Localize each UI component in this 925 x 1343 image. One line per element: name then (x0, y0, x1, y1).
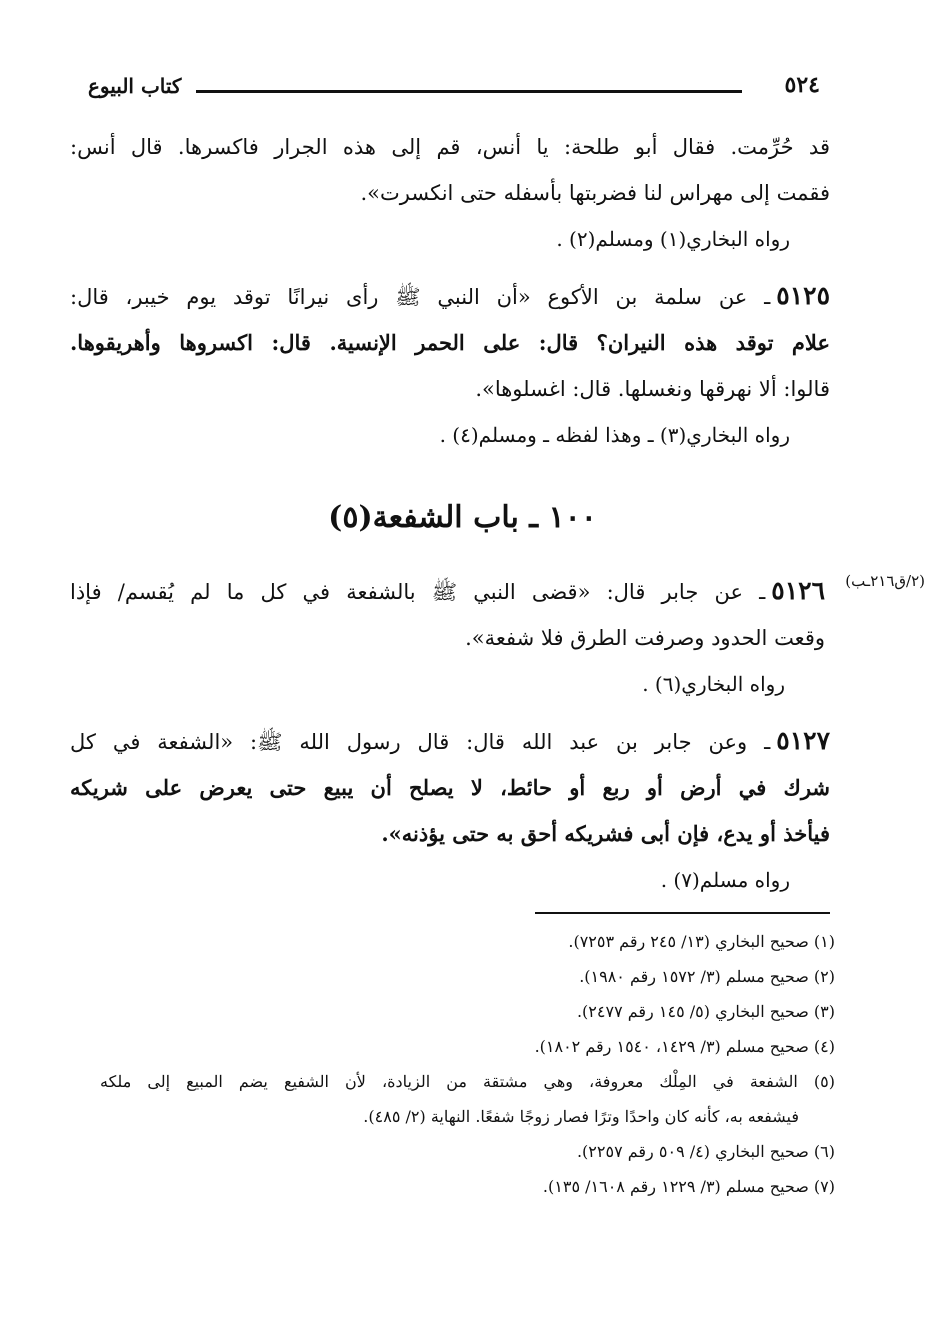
hadith-5125 (70, 273, 830, 458)
footnote: (٢) صحيح مسلم (٣/ ١٥٧٢ رقم ١٩٨٠). (579, 967, 835, 986)
text-line: فيأخذ أو يدع، فإن أبى فشريكه أحق به حتى يؤذنه». (381, 821, 830, 846)
text-line: وقعت الحدود وصرفت الطرق فلا شفعة». (465, 626, 825, 650)
footnotes (100, 924, 835, 1204)
hadith-5126 (70, 568, 825, 707)
footnote: (٥) الشفعة في المِلْك معروفة، وهي مشتقة من الزيادة، لأن الشفيع يضم المبيع إلى ملكه (100, 1072, 835, 1091)
hadith-number: ٥١٢٥ (776, 281, 830, 310)
header-rule (196, 90, 742, 93)
text-line: فقمت إلى مهراس لنا فضربتها بأسفله حتى انكسرت». (360, 181, 830, 205)
continuation-text (70, 124, 830, 262)
footnote: (١) صحيح البخاري (١٣/ ٢٤٥ رقم ٧٢٥٣). (568, 932, 835, 951)
text-line: علام توقد هذه النيران؟ قال: على الحمر الإنسية. قال: اكسروها وأهريقوها. (70, 330, 830, 355)
riwaya-line: رواه مسلم(٧) . (660, 868, 790, 892)
riwaya-line: رواه البخاري(١) ومسلم(٢) . (556, 227, 790, 251)
footnote-continuation: فيشفعه به، كأنه كان واحدًا وترًا فصار زوجًا شفعًا. النهاية (٢/ ٤٨٥). (363, 1107, 799, 1126)
footnote: (٧) صحيح مسلم (٣/ ١٢٢٩ رقم ١٦٠٨/ ١٣٥). (542, 1177, 835, 1196)
hadith-5127 (70, 718, 830, 903)
hadith-number: ٥١٢٧ (776, 726, 830, 755)
text-line: ـ وعن جابر بن عبد الله قال: قال رسول الله ﷺ: «الشفعة في كل (70, 730, 771, 754)
riwaya-line: رواه البخاري(٦) . (642, 672, 785, 696)
text-line: ـ عن سلمة بن الأكوع «أن النبي ﷺ رأى نيرانًا توقد يوم خيبر، قال: (70, 285, 771, 309)
footnote: (٣) صحيح البخاري (٥/ ١٤٥ رقم ٢٤٧٧). (576, 1002, 835, 1021)
riwaya-line: رواه البخاري(٣) ـ وهذا لفظه ـ ومسلم(٤) . (439, 423, 790, 447)
chapter-title: ١٠٠ ـ باب الشفعة(٥) (328, 500, 597, 535)
book-title: كتاب البيوع (88, 74, 182, 98)
text-line: قد حُرِّمت. فقال أبو طلحة: يا أنس، قم إلى هذه الجرار فاكسرها. قال أنس: (70, 135, 830, 159)
page-header (88, 70, 820, 110)
footnote: (٦) صحيح البخاري (٤/ ٥٠٩ رقم ٢٢٥٧). (576, 1142, 835, 1161)
footnote-separator (535, 912, 830, 914)
manuscript-margin-note: (٢/ق٢١٦ـب) (845, 572, 925, 590)
text-line: ـ عن جابر قال: «قضى النبي ﷺ بالشفعة في كل ما لم يُقسم/ فإذا (70, 580, 766, 604)
text-line: قالوا: ألا نهرقها ونغسلها. قال: اغسلوها». (475, 377, 830, 401)
text-line: شرك في أرض أو ربع أو حائط، لا يصلح أن يبيع حتى يعرض على شريكه (70, 775, 830, 800)
hadith-number: ٥١٢٦ (771, 576, 825, 605)
footnote: (٤) صحيح مسلم (٣/ ١٤٢٩، ١٥٤٠ رقم ١٨٠٢). (534, 1037, 835, 1056)
page-number: ٥٢٤ (784, 72, 820, 98)
